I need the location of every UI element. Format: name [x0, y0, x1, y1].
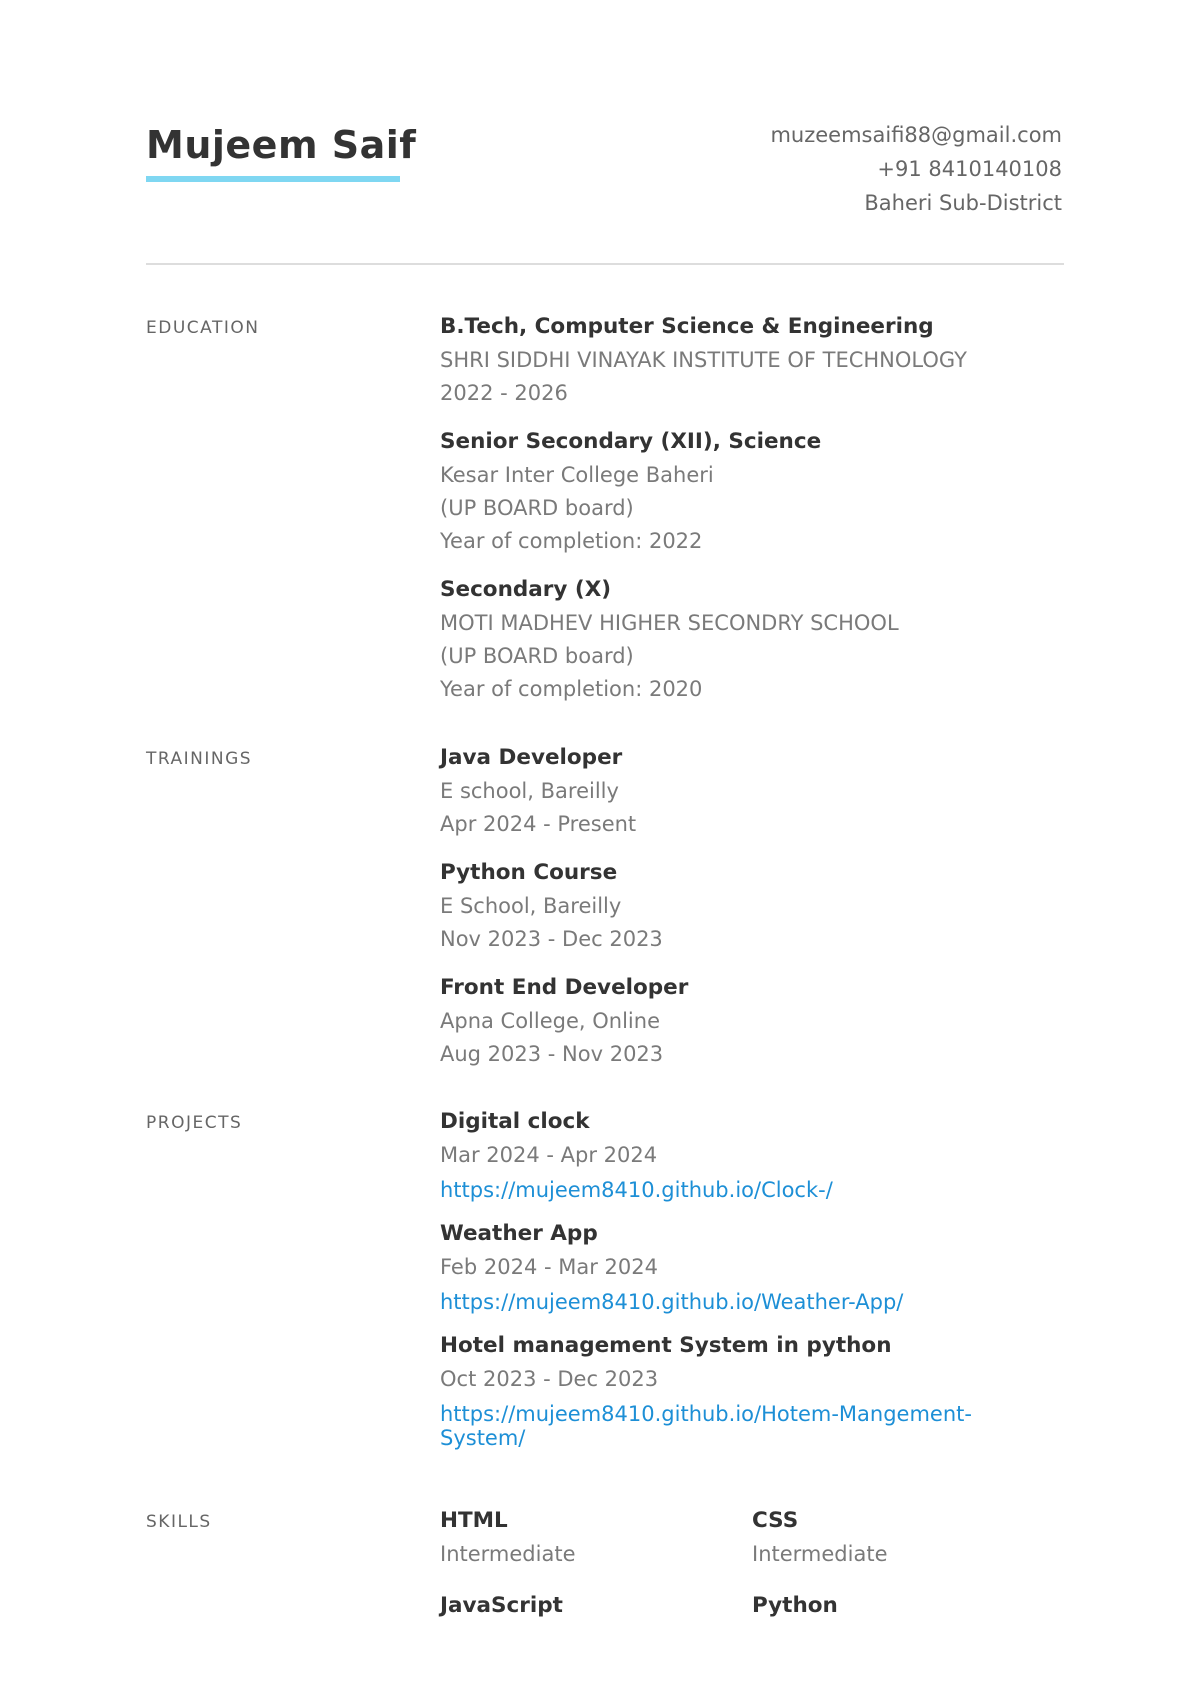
entry-organization: E school, Bareilly: [440, 779, 619, 803]
section-label-trainings: TRAININGS: [146, 749, 253, 769]
name-accent-underline: [146, 176, 400, 182]
entry-title: Python Course: [440, 860, 618, 885]
skill-name: HTML: [440, 1508, 508, 1533]
project-entry: [440, 1217, 1020, 1314]
entry-date: Mar 2024 - Apr 2024: [440, 1143, 658, 1167]
entry-title: Senior Secondary (XII), Science: [440, 429, 822, 454]
entry-title: Front End Developer: [440, 975, 689, 1000]
contact-location: Baheri Sub-District: [864, 191, 1062, 215]
contact-block: [770, 118, 1062, 220]
training-entry: [440, 741, 1020, 841]
entry-date: Year of completion: 2020: [440, 677, 703, 701]
skill-level: Intermediate: [440, 1542, 576, 1566]
header-divider: [146, 263, 1064, 265]
skill-name: JavaScript: [440, 1593, 563, 1618]
entry-institution: SHRI SIDDHI VINAYAK INSTITUTE OF TECHNOLOGY: [440, 348, 967, 372]
contact-email[interactable]: muzeemsaifi88@gmail.com: [770, 123, 1062, 147]
entry-organization: Apna College, Online: [440, 1009, 660, 1033]
entry-title: Weather App: [440, 1221, 598, 1246]
candidate-name: Mujeem Saif: [146, 123, 417, 167]
project-link[interactable]: https://mujeem8410.github.io/Hotem-Mangement-System/: [440, 1402, 972, 1450]
entry-title: B.Tech, Computer Science & Engineering: [440, 314, 934, 339]
education-entry: [440, 310, 1020, 410]
entry-institution: Kesar Inter College Baheri: [440, 463, 714, 487]
section-label-skills: SKILLS: [146, 1512, 212, 1532]
education-entries: [440, 310, 1020, 721]
skill-name: Python: [752, 1593, 838, 1618]
training-entry: [440, 856, 1020, 956]
skill-name: CSS: [752, 1508, 799, 1533]
training-entry: [440, 971, 1020, 1071]
skill-item: [440, 1504, 752, 1571]
entry-title: Hotel management System in python: [440, 1333, 892, 1358]
entry-date: Apr 2024 - Present: [440, 812, 637, 836]
education-entry: [440, 425, 1020, 558]
project-entries: [440, 1105, 1020, 1465]
entry-organization: E School, Bareilly: [440, 894, 622, 918]
entry-date: Oct 2023 - Dec 2023: [440, 1367, 659, 1391]
project-entry: [440, 1329, 1020, 1450]
skill-item: [752, 1589, 1064, 1623]
skill-item: [440, 1589, 752, 1623]
entry-date: Aug 2023 - Nov 2023: [440, 1042, 664, 1066]
training-entries: [440, 741, 1020, 1086]
contact-phone[interactable]: +91 8410140108: [877, 157, 1062, 181]
project-entry: [440, 1105, 1020, 1202]
entry-board: (UP BOARD board): [440, 496, 634, 520]
skill-item: [752, 1504, 1064, 1571]
entry-title: Digital clock: [440, 1109, 590, 1134]
entry-title: Secondary (X): [440, 577, 612, 602]
skill-level: Intermediate: [752, 1542, 888, 1566]
section-label-education: EDUCATION: [146, 318, 260, 338]
section-label-projects: PROJECTS: [146, 1113, 243, 1133]
education-entry: [440, 573, 1020, 706]
entry-institution: MOTI MADHEV HIGHER SECONDRY SCHOOL: [440, 611, 899, 635]
entry-title: Java Developer: [440, 745, 623, 770]
entry-date: Nov 2023 - Dec 2023: [440, 927, 663, 951]
entry-date: Feb 2024 - Mar 2024: [440, 1255, 658, 1279]
project-link[interactable]: https://mujeem8410.github.io/Clock-/: [440, 1178, 833, 1202]
skills-grid: [440, 1504, 1080, 1623]
entry-date: 2022 - 2026: [440, 381, 568, 405]
entry-board: (UP BOARD board): [440, 644, 634, 668]
project-link[interactable]: https://mujeem8410.github.io/Weather-App/: [440, 1290, 904, 1314]
entry-date: Year of completion: 2022: [440, 529, 703, 553]
